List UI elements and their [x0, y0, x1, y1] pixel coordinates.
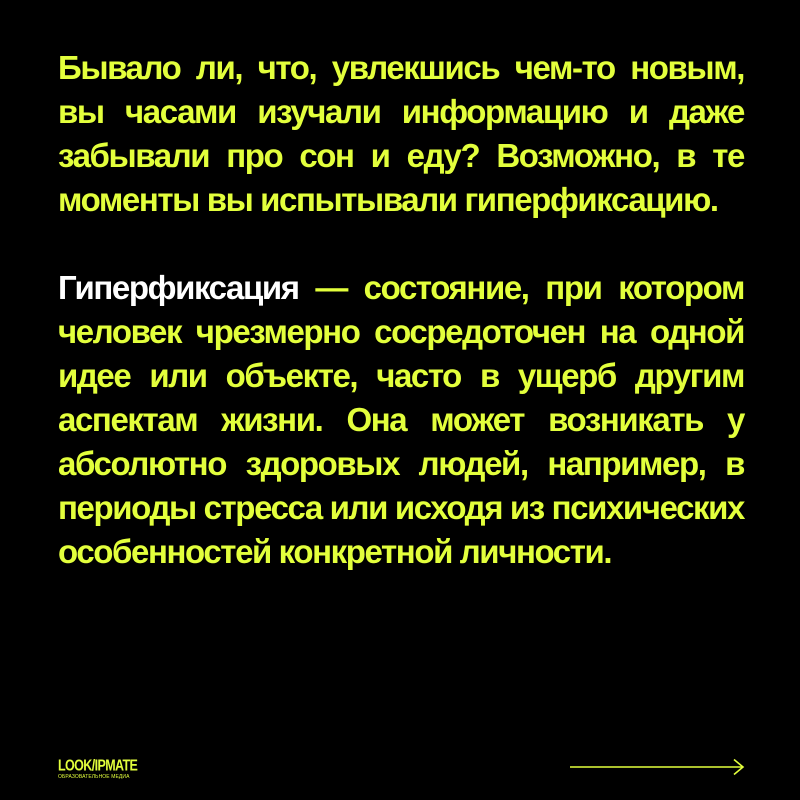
- brand-name: LOOK/IPMATE: [58, 756, 138, 775]
- intro-paragraph: Бывало ли, что, увлекшись чем-то новым, вы часами изучали информацию и даже забывали про сон и еду? Возможно, в те моменты вы испытывали гиперфиксацию.: [58, 49, 744, 218]
- definition-paragraph: [58, 266, 744, 574]
- brand-logo: [58, 758, 137, 780]
- term-highlight: Гиперфиксация: [58, 269, 299, 306]
- arrow-right-icon[interactable]: [570, 758, 746, 776]
- brand-tagline: ОБРАЗОВАТЕЛЬНОЕ МЕДИА: [58, 774, 130, 780]
- definition-text: — состояние, при котором человек чрезмерно сосредоточен на одной идее или объекте, часто в ущерб другим аспектам жизни. Она может возникать у абсолютно здоровых людей, например, в периоды стресса или исходя из психических особенностей конкретной личности.: [58, 269, 744, 570]
- slide-text: [58, 46, 744, 574]
